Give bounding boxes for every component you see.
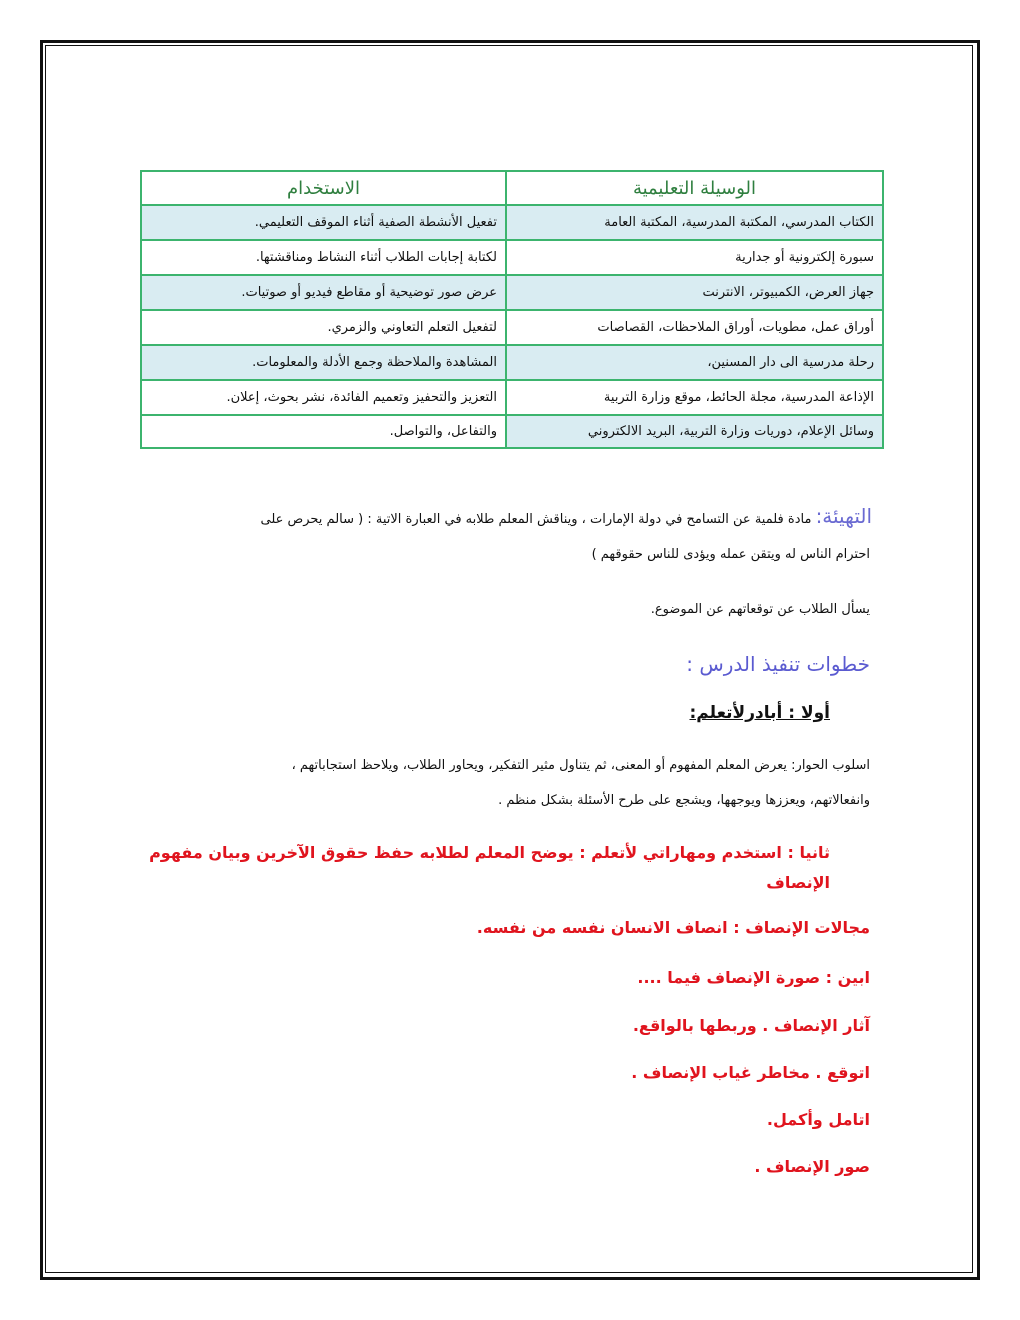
media-cell: أوراق عمل، مطويات، أوراق الملاحظات، القصاصات: [506, 310, 883, 345]
header-usage: الاستخدام: [141, 171, 506, 205]
usage-cell: والتفاعل، والتواصل.: [141, 415, 506, 448]
media-cell: وسائل الإعلام، دوريات وزارة التربية، البريد الالكتروني: [506, 415, 883, 448]
dialogue-line-1: اسلوب الحوار: يعرض المعلم المفهوم أو المعنى، ثم يتناول مثير التفكير، ويحاور الطلاب، ويلاحظ استجاباتهم ،: [291, 758, 870, 773]
usage-cell: لتفعيل التعلم التعاوني والزمري.: [141, 310, 506, 345]
usage-cell: تفعيل الأنشطة الصفية أثناء الموقف التعليمي.: [141, 205, 506, 240]
intro-section: [152, 506, 872, 530]
intro-line-2: احترام الناس له ويتقن عمله ويؤدى للناس حقوقهم ): [591, 547, 870, 562]
usage-cell: التعزيز والتحفيز وتعميم الفائدة، نشر بحوث، إعلان.: [141, 380, 506, 415]
table-row: [141, 240, 883, 275]
fields-line: [150, 918, 870, 937]
header-media: الوسيلة التعليمية: [506, 171, 883, 205]
usage-cell: عرض صور توضيحية أو مقاطع فيديو أو صوتيات.: [141, 275, 506, 310]
table-row: [141, 415, 883, 448]
fields-text: انصاف الانسان نفسه من نفسه.: [476, 918, 728, 937]
second-step-line-2: الإنصاف: [766, 873, 830, 892]
fields-label: مجالات الإنصاف :: [733, 918, 870, 937]
media-cell: الإذاعة المدرسية، مجلة الحائط، موقع وزارة التربية: [506, 380, 883, 415]
table-row: [141, 310, 883, 345]
first-step-title: أولا : أبادرلأتعلم:: [689, 703, 830, 723]
usage-cell: المشاهدة والملاحظة وجمع الأدلة والمعلومات.: [141, 345, 506, 380]
media-cell: رحلة مدرسية الى دار المسنين،: [506, 345, 883, 380]
steps-heading: خطوات تنفيذ الدرس :: [686, 652, 870, 676]
list-item: آثار الإنصاف . وربطها بالواقع.: [632, 1016, 870, 1035]
media-cell: الكتاب المدرسي، المكتبة المدرسية، المكتبة العامة: [506, 205, 883, 240]
teaching-media-table: [140, 170, 884, 449]
intro-label: التهيئة:: [815, 504, 872, 528]
dialogue-line-2: وانفعالاتهم، ويعززها ويوجهها، ويشجع على طرح الأسئلة بشكل منظم .: [498, 793, 870, 808]
usage-cell: لكتابة إجابات الطلاب أثناء النشاط ومناقشتها.: [141, 240, 506, 275]
intro-line-3: يسأل الطلاب عن توقعاتهم عن الموضوع.: [650, 602, 870, 617]
table-row: [141, 380, 883, 415]
list-item: ابين : صورة الإنصاف فيما ....: [637, 968, 870, 987]
table-row: [141, 275, 883, 310]
media-cell: سبورة إلكترونية أو جدارية: [506, 240, 883, 275]
list-item: اتوقع . مخاطر غياب الإنصاف .: [631, 1063, 870, 1082]
second-step-line-1: ثانيا : استخدم ومهاراتي لأتعلم : يوضح المعلم لطلابه حفظ حقوق الآخرين وبيان مفهوم: [149, 843, 830, 862]
intro-line-1: مادة فلمية عن التسامح في دولة الإمارات ، ويناقش المعلم طلابه في العبارة الاتية : ( سالم يحرص على: [260, 512, 812, 527]
list-item: اتامل وأكمل.: [766, 1110, 870, 1129]
table-row: [141, 345, 883, 380]
media-cell: جهاز العرض، الكمبيوتر، الانترنت: [506, 275, 883, 310]
list-item: صور الإنصاف .: [754, 1157, 870, 1176]
table-row: [141, 205, 883, 240]
